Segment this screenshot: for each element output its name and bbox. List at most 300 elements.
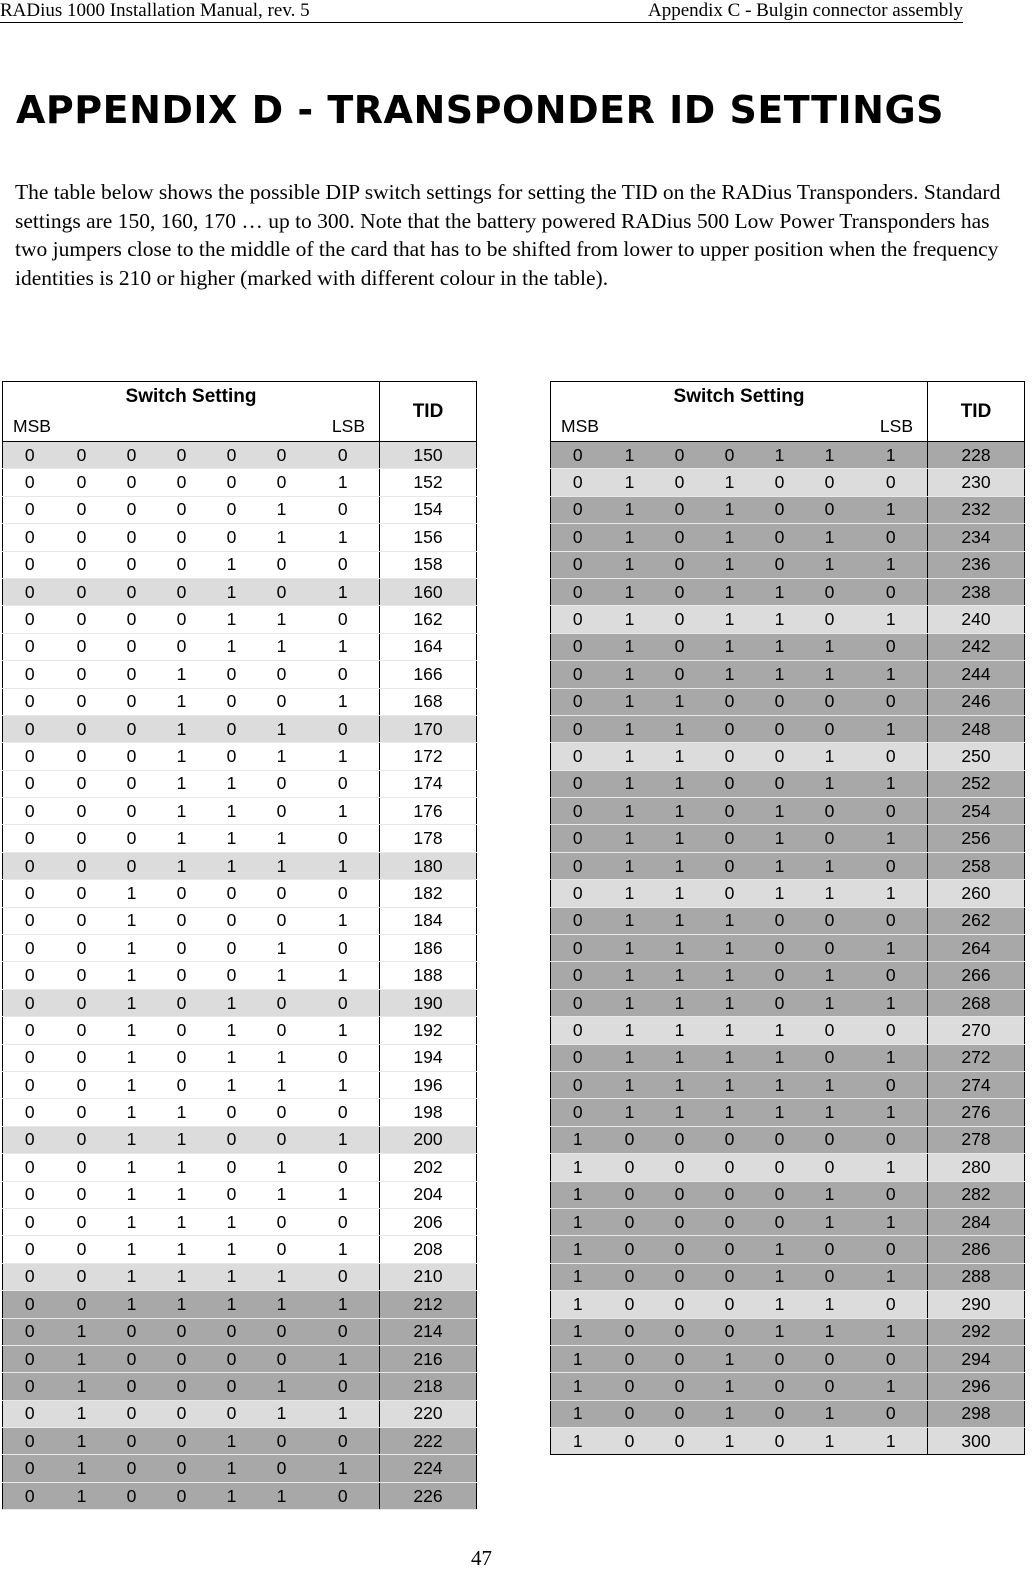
switch-bit: 0 <box>207 496 257 523</box>
switch-bit: 0 <box>207 743 257 770</box>
switch-bit: 1 <box>655 935 705 962</box>
switch-bit: 1 <box>855 1208 928 1235</box>
switch-bit: 0 <box>3 935 57 962</box>
switch-bit: 1 <box>157 770 207 797</box>
switch-bit: 1 <box>655 907 705 934</box>
switch-bit: 0 <box>3 1428 57 1455</box>
switch-bit: 1 <box>207 798 257 825</box>
switch-bit: 0 <box>855 1345 928 1372</box>
switch-bit: 1 <box>157 852 207 879</box>
switch-bit: 0 <box>605 1126 655 1153</box>
switch-bit: 0 <box>3 661 57 688</box>
switch-bit: 0 <box>307 1044 380 1071</box>
switch-bit: 0 <box>307 1373 380 1400</box>
switch-bit: 0 <box>107 442 157 469</box>
switch-bit: 0 <box>207 907 257 934</box>
tid-value: 216 <box>380 1345 477 1372</box>
switch-bit: 1 <box>257 1154 307 1181</box>
switch-bit: 1 <box>855 442 928 469</box>
switch-bit: 1 <box>755 578 805 605</box>
switch-bit: 1 <box>655 852 705 879</box>
switch-bit: 1 <box>207 1291 257 1318</box>
switch-bit: 0 <box>755 989 805 1016</box>
switch-bit: 1 <box>755 852 805 879</box>
switch-bit: 0 <box>157 1400 207 1427</box>
switch-bit: 0 <box>157 935 207 962</box>
switch-bit: 0 <box>755 1400 805 1427</box>
switch-bit: 1 <box>755 1236 805 1263</box>
switch-bit: 1 <box>605 606 655 633</box>
switch-bit: 0 <box>705 1318 755 1345</box>
switch-bit: 1 <box>655 688 705 715</box>
switch-bit: 0 <box>257 1428 307 1455</box>
switch-bit: 0 <box>57 633 107 660</box>
tid-value: 282 <box>928 1181 1025 1208</box>
tid-value: 192 <box>380 1017 477 1044</box>
switch-bit: 1 <box>551 1126 605 1153</box>
switch-bit: 0 <box>755 1345 805 1372</box>
switch-bit: 0 <box>805 1236 855 1263</box>
table-row <box>3 1017 477 1044</box>
switch-bit: 0 <box>655 1263 705 1290</box>
switch-bit: 0 <box>307 1154 380 1181</box>
switch-bit: 1 <box>855 1044 928 1071</box>
switch-bit: 0 <box>755 496 805 523</box>
switch-bit: 0 <box>3 524 57 551</box>
switch-bit: 1 <box>207 989 257 1016</box>
switch-bit: 1 <box>107 1181 157 1208</box>
table-row <box>3 1455 477 1482</box>
switch-bit: 0 <box>705 715 755 742</box>
switch-bit: 0 <box>107 852 157 879</box>
switch-bit: 0 <box>655 442 705 469</box>
switch-bit: 0 <box>855 1126 928 1153</box>
switch-bit: 0 <box>605 1373 655 1400</box>
switch-bit: 1 <box>755 661 805 688</box>
switch-bit: 0 <box>107 496 157 523</box>
switch-bit: 1 <box>57 1400 107 1427</box>
page-number: 47 <box>471 1546 492 1570</box>
switch-bit: 1 <box>655 1044 705 1071</box>
table-row <box>551 1373 1025 1400</box>
switch-bit: 0 <box>257 1318 307 1345</box>
switch-bit: 0 <box>3 1181 57 1208</box>
switch-bit: 1 <box>207 633 257 660</box>
switch-bit: 1 <box>855 1154 928 1181</box>
switch-bit: 0 <box>107 524 157 551</box>
switch-bit: 1 <box>307 578 380 605</box>
page-title: APPENDIX D - TRANSPONDER ID SETTINGS <box>16 88 945 132</box>
switch-bit: 1 <box>755 880 805 907</box>
switch-bit: 1 <box>805 743 855 770</box>
switch-bit: 1 <box>855 825 928 852</box>
tid-value: 166 <box>380 661 477 688</box>
switch-bit: 0 <box>755 524 805 551</box>
switch-bit: 0 <box>855 469 928 496</box>
tid-value: 210 <box>380 1263 477 1290</box>
switch-bit: 0 <box>655 1318 705 1345</box>
switch-bit: 0 <box>307 1318 380 1345</box>
switch-bit: 1 <box>57 1428 107 1455</box>
switch-bit: 0 <box>257 880 307 907</box>
tid-value: 178 <box>380 825 477 852</box>
tid-value: 284 <box>928 1208 1025 1235</box>
switch-bit: 0 <box>3 578 57 605</box>
switch-bit: 0 <box>157 469 207 496</box>
switch-bit: 0 <box>655 1181 705 1208</box>
switch-bit: 1 <box>605 633 655 660</box>
switch-bit: 1 <box>157 1291 207 1318</box>
switch-bit: 1 <box>855 1263 928 1290</box>
table-row <box>3 496 477 523</box>
switch-bit: 1 <box>107 935 157 962</box>
switch-bit: 0 <box>307 1208 380 1235</box>
switch-bit: 0 <box>257 1345 307 1372</box>
switch-bit: 0 <box>3 1482 57 1509</box>
switch-bit: 1 <box>755 1291 805 1318</box>
switch-bit: 0 <box>551 606 605 633</box>
switch-bit: 1 <box>755 1099 805 1126</box>
switch-bit: 1 <box>307 798 380 825</box>
table-row <box>551 633 1025 660</box>
switch-bit: 0 <box>107 1318 157 1345</box>
tid-value: 266 <box>928 962 1025 989</box>
switch-bit: 1 <box>207 1263 257 1290</box>
switch-bit: 1 <box>605 1071 655 1098</box>
switch-bit: 0 <box>655 1291 705 1318</box>
switch-bit: 0 <box>655 1373 705 1400</box>
switch-bit: 0 <box>551 633 605 660</box>
switch-bit: 0 <box>855 578 928 605</box>
tid-value: 262 <box>928 907 1025 934</box>
switch-bit: 1 <box>705 1071 755 1098</box>
switch-bit: 1 <box>655 825 705 852</box>
tid-header: TID <box>380 382 477 442</box>
tid-value: 260 <box>928 880 1025 907</box>
switch-bit: 0 <box>157 1455 207 1482</box>
switch-bit: 0 <box>57 1181 107 1208</box>
table-row <box>3 935 477 962</box>
switch-bit: 1 <box>551 1428 605 1455</box>
switch-bit: 0 <box>207 1154 257 1181</box>
switch-bit: 1 <box>107 1126 157 1153</box>
switch-bit: 1 <box>257 1181 307 1208</box>
switch-bit: 1 <box>207 852 257 879</box>
switch-bit: 1 <box>307 1236 380 1263</box>
switch-bit: 1 <box>307 1345 380 1372</box>
switch-bit: 0 <box>655 1208 705 1235</box>
table-row <box>3 688 477 715</box>
switch-bit: 0 <box>207 1373 257 1400</box>
switch-bit: 0 <box>705 743 755 770</box>
switch-bit: 0 <box>207 688 257 715</box>
tid-value: 224 <box>380 1455 477 1482</box>
switch-bit: 0 <box>655 633 705 660</box>
switch-bit: 0 <box>57 825 107 852</box>
switch-bit: 1 <box>307 1126 380 1153</box>
switch-bit: 0 <box>855 1181 928 1208</box>
table-row <box>551 606 1025 633</box>
table-row <box>551 715 1025 742</box>
table-row <box>3 989 477 1016</box>
switch-bit: 1 <box>705 496 755 523</box>
table-row <box>3 1099 477 1126</box>
switch-bit: 1 <box>57 1318 107 1345</box>
switch-bit: 1 <box>157 1263 207 1290</box>
table-row <box>3 1373 477 1400</box>
switch-bit: 1 <box>257 825 307 852</box>
switch-bit: 1 <box>605 442 655 469</box>
switch-bit: 1 <box>207 1455 257 1482</box>
switch-bit: 0 <box>57 1126 107 1153</box>
tid-value: 280 <box>928 1154 1025 1181</box>
switch-bit: 1 <box>805 1400 855 1427</box>
table-row <box>3 1400 477 1427</box>
switch-bit: 0 <box>307 496 380 523</box>
lsb-label: LSB <box>157 412 380 442</box>
switch-bit: 1 <box>705 989 755 1016</box>
table-row <box>3 1071 477 1098</box>
table-row <box>3 1154 477 1181</box>
switch-bit: 1 <box>57 1345 107 1372</box>
switch-bit: 1 <box>655 770 705 797</box>
table-row <box>3 1126 477 1153</box>
switch-bit: 0 <box>57 743 107 770</box>
switch-bit: 1 <box>107 907 157 934</box>
switch-bit: 0 <box>207 935 257 962</box>
table-row <box>3 1291 477 1318</box>
switch-bit: 0 <box>3 1400 57 1427</box>
switch-bit: 1 <box>705 578 755 605</box>
switch-bit: 1 <box>705 907 755 934</box>
switch-bit: 0 <box>551 524 605 551</box>
switch-bit: 1 <box>157 688 207 715</box>
tid-value: 218 <box>380 1373 477 1400</box>
switch-bit: 1 <box>157 715 207 742</box>
switch-bit: 0 <box>655 578 705 605</box>
switch-bit: 0 <box>805 798 855 825</box>
switch-bit: 1 <box>605 469 655 496</box>
table-row <box>551 1181 1025 1208</box>
table-row <box>3 1318 477 1345</box>
tid-value: 206 <box>380 1208 477 1235</box>
switch-bit: 0 <box>655 661 705 688</box>
switch-bit: 1 <box>157 825 207 852</box>
switch-bit: 0 <box>157 1071 207 1098</box>
switch-bit: 0 <box>551 962 605 989</box>
tid-value: 188 <box>380 962 477 989</box>
switch-bit: 0 <box>551 989 605 1016</box>
switch-bit: 1 <box>307 1400 380 1427</box>
switch-bit: 1 <box>855 770 928 797</box>
tid-value: 240 <box>928 606 1025 633</box>
switch-bit: 0 <box>207 715 257 742</box>
switch-bit: 0 <box>655 496 705 523</box>
switch-bit: 0 <box>157 907 207 934</box>
switch-bit: 1 <box>307 743 380 770</box>
msb-label: MSB <box>551 412 705 442</box>
table-row <box>3 907 477 934</box>
switch-bit: 0 <box>3 825 57 852</box>
tid-value: 244 <box>928 661 1025 688</box>
switch-bit: 1 <box>705 935 755 962</box>
switch-bit: 0 <box>705 442 755 469</box>
switch-bit: 0 <box>655 524 705 551</box>
switch-bit: 0 <box>57 1017 107 1044</box>
table-row <box>551 1126 1025 1153</box>
switch-bit: 1 <box>855 551 928 578</box>
tid-value: 270 <box>928 1017 1025 1044</box>
switch-bit: 0 <box>57 1071 107 1098</box>
switch-bit: 0 <box>257 770 307 797</box>
switch-bit: 1 <box>307 469 380 496</box>
switch-bit: 0 <box>605 1181 655 1208</box>
switch-bit: 0 <box>705 770 755 797</box>
switch-bit: 0 <box>855 633 928 660</box>
tid-value: 296 <box>928 1373 1025 1400</box>
switch-bit: 1 <box>107 880 157 907</box>
table-row <box>551 935 1025 962</box>
switch-bit: 1 <box>107 1071 157 1098</box>
switch-bit: 1 <box>755 1318 805 1345</box>
switch-bit: 1 <box>605 798 655 825</box>
switch-bit: 0 <box>57 770 107 797</box>
tid-value: 198 <box>380 1099 477 1126</box>
tid-value: 278 <box>928 1126 1025 1153</box>
tid-value: 226 <box>380 1482 477 1509</box>
lsb-label: LSB <box>705 412 928 442</box>
switch-bit: 0 <box>57 1291 107 1318</box>
switch-bit: 0 <box>107 1373 157 1400</box>
switch-bit: 1 <box>257 524 307 551</box>
table-row <box>3 852 477 879</box>
table-row <box>3 743 477 770</box>
switch-bit: 0 <box>107 551 157 578</box>
switch-bit: 1 <box>257 1071 307 1098</box>
switch-bit: 1 <box>257 496 307 523</box>
switch-bit: 1 <box>307 907 380 934</box>
switch-bit: 1 <box>157 661 207 688</box>
switch-bit: 1 <box>157 1208 207 1235</box>
switch-bit: 0 <box>3 496 57 523</box>
table-header-row <box>3 382 477 413</box>
switch-bit: 0 <box>3 1126 57 1153</box>
switch-bit: 0 <box>3 907 57 934</box>
table-row <box>3 1044 477 1071</box>
tid-value: 222 <box>380 1428 477 1455</box>
table-row <box>3 661 477 688</box>
switch-bit: 0 <box>257 989 307 1016</box>
switch-bit: 1 <box>257 715 307 742</box>
switch-bit: 0 <box>551 935 605 962</box>
table-row <box>551 1154 1025 1181</box>
switch-bit: 0 <box>107 1428 157 1455</box>
table-row <box>551 688 1025 715</box>
tid-value: 300 <box>928 1428 1025 1455</box>
switch-bit: 0 <box>755 1373 805 1400</box>
switch-bit: 0 <box>3 633 57 660</box>
table-row <box>551 962 1025 989</box>
switch-bit: 0 <box>805 715 855 742</box>
switch-bit: 0 <box>3 688 57 715</box>
switch-bit: 1 <box>705 606 755 633</box>
switch-bit: 1 <box>257 606 307 633</box>
switch-bit: 0 <box>107 798 157 825</box>
switch-bit: 1 <box>655 743 705 770</box>
switch-bit: 0 <box>257 1126 307 1153</box>
switch-bit: 1 <box>57 1455 107 1482</box>
table-row <box>3 798 477 825</box>
tid-value: 182 <box>380 880 477 907</box>
switch-bit: 1 <box>551 1318 605 1345</box>
tid-value: 286 <box>928 1236 1025 1263</box>
tid-table-right <box>550 381 1025 1455</box>
switch-bit: 1 <box>207 1044 257 1071</box>
switch-bit: 1 <box>551 1236 605 1263</box>
tid-value: 268 <box>928 989 1025 1016</box>
switch-bit: 1 <box>207 1236 257 1263</box>
table-row <box>3 1236 477 1263</box>
switch-bit: 1 <box>207 1482 257 1509</box>
running-header <box>0 0 963 23</box>
tid-value: 236 <box>928 551 1025 578</box>
switch-bit: 0 <box>307 1263 380 1290</box>
tid-value: 272 <box>928 1044 1025 1071</box>
switch-bit: 0 <box>257 1455 307 1482</box>
switch-bit: 0 <box>855 1291 928 1318</box>
switch-bit: 1 <box>257 1482 307 1509</box>
tid-value: 172 <box>380 743 477 770</box>
table-row <box>551 798 1025 825</box>
switch-bit: 1 <box>655 1071 705 1098</box>
switch-bit: 0 <box>107 1482 157 1509</box>
switch-bit: 0 <box>605 1318 655 1345</box>
switch-bit: 0 <box>855 962 928 989</box>
switch-bit: 0 <box>57 1208 107 1235</box>
tid-value: 214 <box>380 1318 477 1345</box>
switch-bit: 1 <box>805 1428 855 1455</box>
switch-bit: 0 <box>57 935 107 962</box>
switch-bit: 0 <box>705 1154 755 1181</box>
switch-bit: 0 <box>157 1017 207 1044</box>
tid-value: 292 <box>928 1318 1025 1345</box>
switch-bit: 0 <box>57 688 107 715</box>
tid-value: 256 <box>928 825 1025 852</box>
tid-value: 234 <box>928 524 1025 551</box>
switch-setting-header: Switch Setting <box>551 382 928 413</box>
table-row <box>3 1482 477 1509</box>
switch-bit: 0 <box>57 442 107 469</box>
switch-bit: 1 <box>705 1099 755 1126</box>
switch-bit: 0 <box>805 825 855 852</box>
table-row <box>551 1263 1025 1290</box>
switch-bit: 1 <box>207 1208 257 1235</box>
switch-bit: 0 <box>755 1126 805 1153</box>
switch-bit: 0 <box>257 578 307 605</box>
switch-bit: 1 <box>257 743 307 770</box>
switch-bit: 1 <box>755 1071 805 1098</box>
switch-bit: 0 <box>207 1400 257 1427</box>
switch-bit: 0 <box>3 1044 57 1071</box>
switch-bit: 0 <box>605 1345 655 1372</box>
switch-bit: 0 <box>107 743 157 770</box>
switch-bit: 1 <box>551 1154 605 1181</box>
switch-bit: 0 <box>3 1291 57 1318</box>
switch-bit: 0 <box>307 770 380 797</box>
switch-bit: 1 <box>805 1181 855 1208</box>
switch-bit: 0 <box>307 715 380 742</box>
switch-bit: 0 <box>551 442 605 469</box>
